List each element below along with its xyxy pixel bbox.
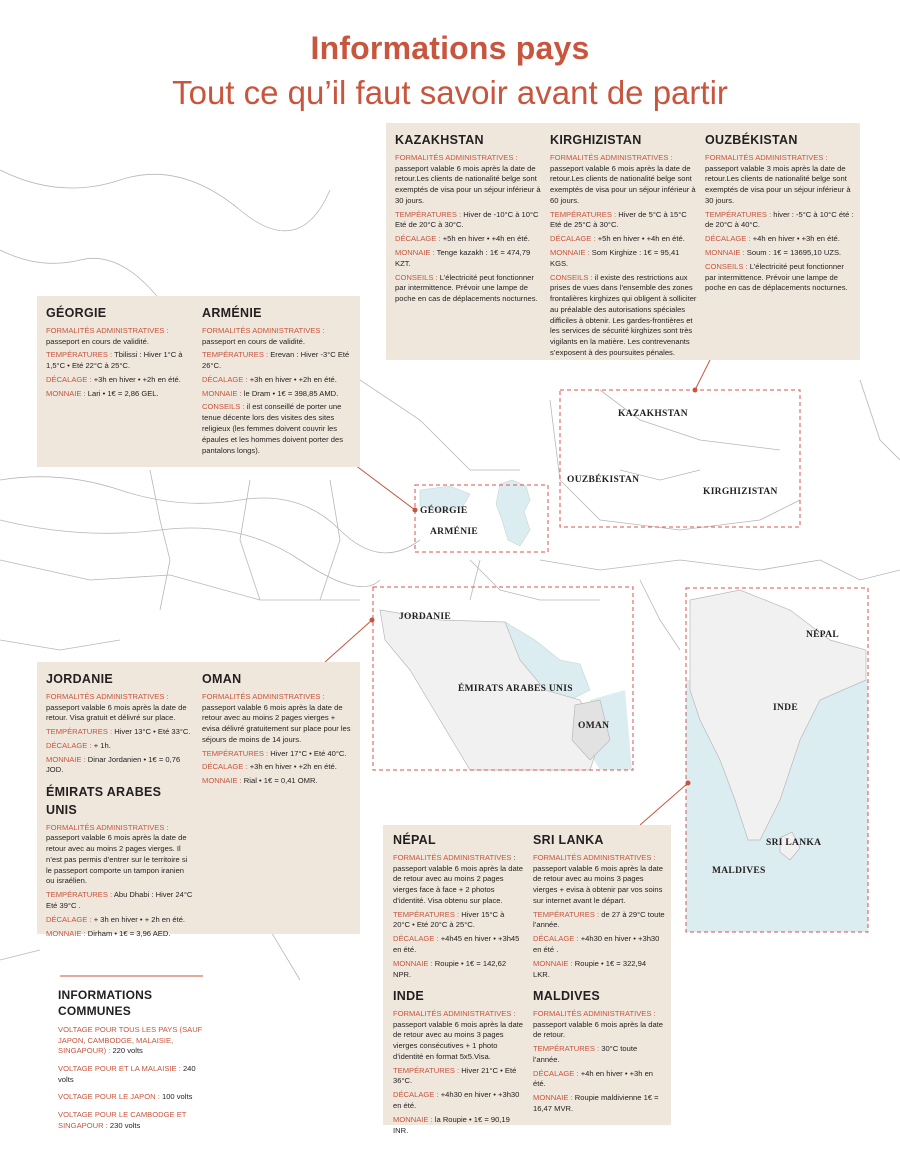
country-name: KAZAKHSTAN bbox=[395, 133, 484, 147]
country-georgie: GÉORGIE FORMALITÉS ADMINISTRATIVES : passeport en cours de validité. TEMPÉRATURES : Tbilissi : Hiver 1°C à 1,5°C • Eté 22°C à 25°C. DÉCALAGE : +3h en hiver • +2h en été. MONNAIE : Lari • 1€ = 2,86 GEL. bbox=[46, 305, 194, 402]
country-name: MALDIVES bbox=[533, 989, 600, 1003]
country-emirats: ÉMIRATS ARABES UNIS FORMALITÉS ADMINISTRATIVES : passeport valable 6 mois après la date de retour avec au moins 2 pages vierges. Il n’est pas permis d’entrer sur le territoire si le passeport comporte un tampon iranien ou israélien. TEMPÉRATURES : Abu Dhabi : Hiver 24°C Eté 39°C . DÉCALAGE : + 3h en hiver • + 2h en été. MONNAIE : Dirham • 1€ = 3,96 AED. bbox=[46, 785, 193, 938]
common-title: INFORMATIONS COMMUNES bbox=[58, 988, 153, 1018]
country-oman: OMAN FORMALITÉS ADMINISTRATIVES : passeport valable 6 mois après la date de retour avec au moins 2 pages vierges + evisa délivré gratuitement sur place pour les séjours de moins de 14 jours. TEMPÉRATURES : Hiver 17°C • Eté 40°C. DÉCALAGE : +3h en hiver • +2h en été. MONNAIE : Rial • 1€ = 0,41 OMR. bbox=[202, 672, 351, 786]
map-label-kirghizistan: KIRGHIZISTAN bbox=[703, 487, 778, 497]
map-label-emirats: ÉMIRATS ARABES UNIS bbox=[458, 684, 573, 694]
country-kirghizistan: KIRGHIZISTAN FORMALITÉS ADMINISTRATIVES : passeport valable 6 mois après la date de retour.Les clients de nationalité belge sont exemptés de visa pour un séjour inférieur à 60 jours. TEMPÉRATURES : Hiver de 5°C à 15°C Eté de 25°C à 30°C. DÉCALAGE : +5h en hiver • +4h en été. MONNAIE : Som Kirghize : 1€ = 95,41 KGS. CONSEILS : il existe des restrictions aux prises de vues dans l’ensemble des zones frontalières kirghizes qui obligent à solliciter au préalable des autorisations spéciales difficiles à obtenir. Les gardes-frontières et les services de sécurité kirghizes sont très vigilants en la matière. Les contrevenants s’exposent à des poursuites pénales. bbox=[550, 133, 697, 358]
country-name: INDE bbox=[393, 989, 425, 1003]
map-label-ouzbekistan: OUZBÉKISTAN bbox=[567, 475, 640, 485]
country-ouzbekistan: OUZBÉKISTAN FORMALITÉS ADMINISTRATIVES : passeport valable 3 mois après la date de retour.Les clients de nationalité belge sont exemptés de visa pour un séjour inférieur à 30 jours. TEMPÉRATURES : hiver : -5°C à 10°C été : de 20°C à 40°C. DÉCALAGE : +4h en hiver • +3h en été. MONNAIE : Soum : 1€ = 13695,10 UZS. CONSEILS : L’électricité peut fonctionner par intermittence. Prévoir une lampe de poche en cas de déplacements nocturnes. bbox=[705, 133, 854, 293]
map-label-armenie: ARMÉNIE bbox=[430, 527, 479, 537]
map-label-maldives: MALDIVES bbox=[712, 866, 766, 876]
common-information: INFORMATIONS COMMUNES VOLTAGE POUR TOUS LES PAYS (SAUF JAPON, CAMBODGE, MALAISIE, SINGAPOUR) : 220 volts VOLTAGE POUR ET LA MALAISIE : 240 volts VOLTAGE POUR LE JAPON : 100 volts VOLTAGE POUR LE CAMBODGE ET SINGAPOUR : 230 volts bbox=[58, 988, 208, 1138]
country-kazakhstan: KAZAKHSTAN FORMALITÉS ADMINISTRATIVES : passeport valable 6 mois après la date de retour.Les clients de nationalité belge sont exemptés de visa pour un séjour inférieur à 30 jours. TEMPÉRATURES : Hiver de -10°C à 10°C Eté de 20°C à 30°C. DÉCALAGE : +5h en hiver • +4h en été. MONNAIE : Tenge kazakh : 1€ = 474,79 KZT. CONSEILS : L’électricité peut fonctionner par intermittence. Prévoir une lampe de poche en cas de déplacements nocturnes. bbox=[395, 132, 543, 308]
map-label-georgie: GÉORGIE bbox=[420, 506, 468, 516]
country-name: OUZBÉKISTAN bbox=[705, 133, 798, 147]
country-maldives: MALDIVES FORMALITÉS ADMINISTRATIVES : passeport valable 6 mois après la date de retour. TEMPÉRATURES : 30°C toute l’année. DÉCALAGE : +4h en hiver • +3h en été. MONNAIE : Roupie maldivienne 1€ = 16,47 MVR. bbox=[533, 989, 664, 1113]
country-inde: INDE FORMALITÉS ADMINISTRATIVES : passeport valable 6 mois après la date de retour avec au moins 3 pages vierges consécutives + 1 photo d’identité en format 5x5.Visa. TEMPÉRATURES : Hiver 21°C • Eté 36°C. DÉCALAGE : +4h30 en hiver • +3h30 en été. MONNAIE : la Roupie • 1€ = 90,19 INR. bbox=[393, 989, 524, 1135]
country-name: ARMÉNIE bbox=[202, 306, 262, 320]
country-name: ÉMIRATS ARABES UNIS bbox=[46, 785, 162, 817]
country-srilanka: SRI LANKA FORMALITÉS ADMINISTRATIVES : passeport valable 6 mois après la date de retour avec au moins 3 pages vierges + evisa à obtenir par vos soins sur internet avant le départ. TEMPÉRATURES : de 27 à 29°C toute l’année. DÉCALAGE : +4h30 en hiver • +3h30 en été . MONNAIE : Roupie • 1€ = 322,94 LKR. bbox=[533, 833, 665, 979]
country-name: NÉPAL bbox=[393, 833, 436, 847]
country-name: JORDANIE bbox=[46, 672, 113, 686]
country-name: KIRGHIZISTAN bbox=[550, 133, 642, 147]
country-name: SRI LANKA bbox=[533, 833, 604, 847]
map-label-srilanka: SRI LANKA bbox=[766, 838, 822, 848]
caspian-sea bbox=[496, 480, 530, 546]
country-name: OMAN bbox=[202, 672, 242, 686]
country-jordanie: JORDANIE FORMALITÉS ADMINISTRATIVES : passeport valable 6 mois après la date de retour. Visa gratuit et délivré sur place. TEMPÉRATURES : Hiver 13°C • Eté 33°C. DÉCALAGE : + 1h. MONNAIE : Dinar Jordanien • 1€ = 0,76 JOD. bbox=[46, 671, 194, 779]
country-nepal: NÉPAL FORMALITÉS ADMINISTRATIVES : passeport valable 6 mois après la date de retour avec au moins 2 pages vierges face à face + 2 photos d’identité. Visa obtenu sur place. TEMPÉRATURES : Hiver 15°C à 20°C • Eté 20°C à 25°C. DÉCALAGE : +4h45 en hiver • +3h45 en été. MONNAIE : Roupie • 1€ = 142,62 NPR. bbox=[393, 833, 524, 979]
page-subtitle: Tout ce qu’il faut savoir avant de partir bbox=[172, 74, 728, 111]
map-label-inde: INDE bbox=[773, 703, 798, 713]
map-label-kazakhstan: KAZAKHSTAN bbox=[618, 409, 688, 419]
page-title: Informations pays bbox=[310, 30, 590, 66]
map-label-oman: OMAN bbox=[578, 721, 610, 731]
map-label-nepal: NÉPAL bbox=[806, 630, 839, 640]
country-name: GÉORGIE bbox=[46, 306, 107, 320]
map-label-jordanie: JORDANIE bbox=[399, 612, 452, 622]
country-armenie: ARMÉNIE FORMALITÉS ADMINISTRATIVES : passeport en cours de validité. TEMPÉRATURES : Erevan : Hiver -3°C Eté 26°C. DÉCALAGE : +3h en hiver • +2h en été. MONNAIE : le Dram • 1€ = 398,85 AMD. CONSEILS : il est conseillé de porter une tenue décente lors des visites des sites religieux (les femmes doivent couvrir les épaules et les hommes doivent porter des pantalons longs). bbox=[202, 305, 352, 459]
